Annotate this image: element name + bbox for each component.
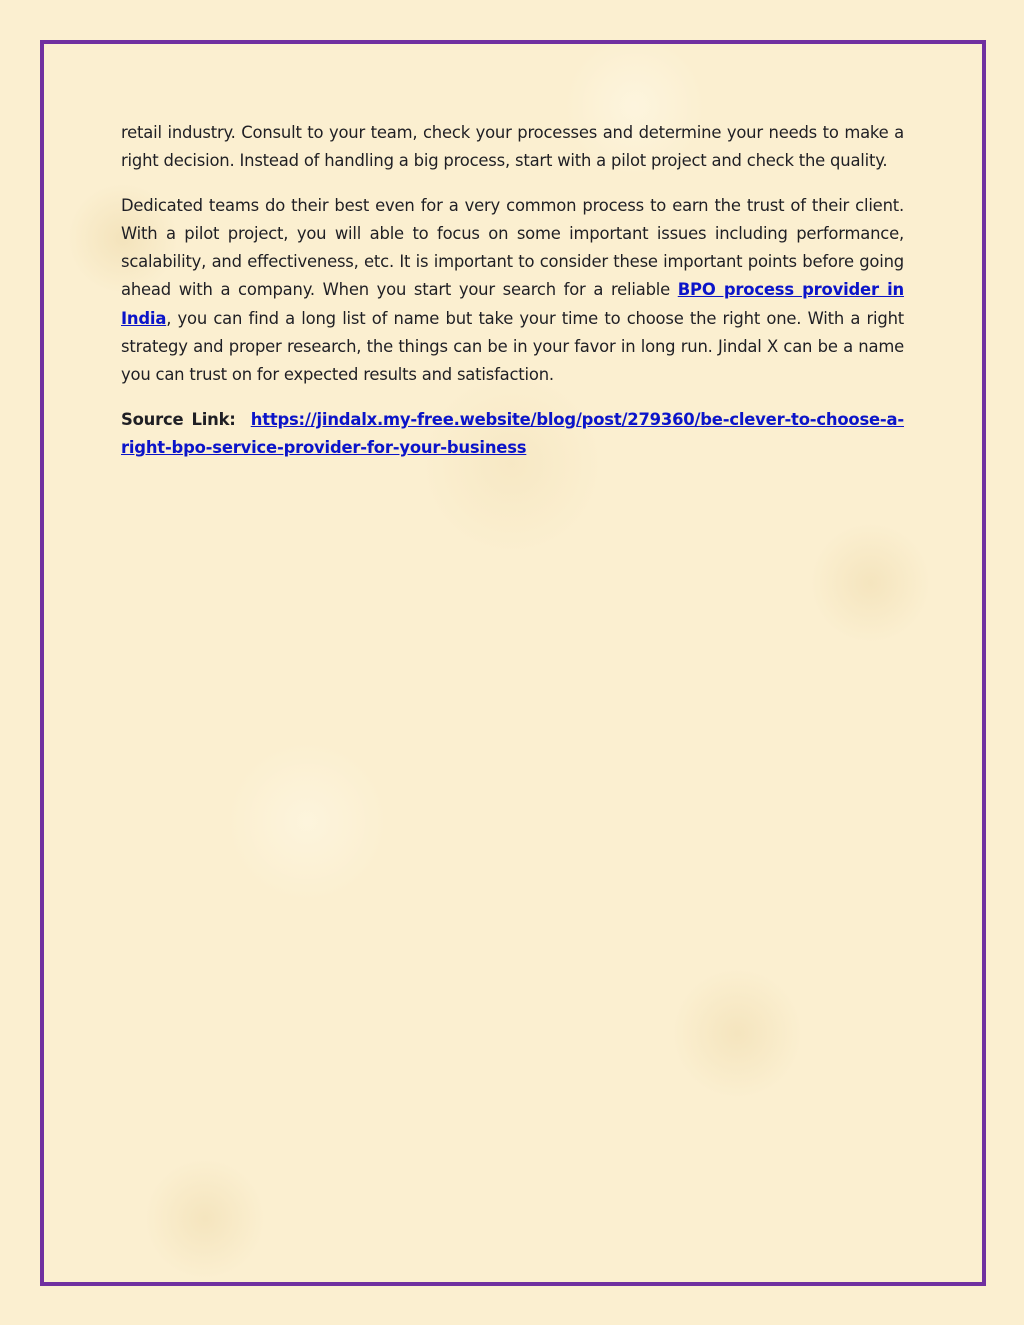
paragraph-2 — [121, 192, 904, 390]
paragraph-2-text-end: , you can find a long list of name but take your time to choose the right one. With a right strategy and proper research, the things can be in your favor in long run. Jindal X can be a name you can trust on for expected results and satisfaction. — [121, 308, 904, 385]
document-body — [121, 119, 904, 478]
source-url-link[interactable]: https://jindalx.my-free.website/blog/post/279360/be-clever-to-choose-a-right-bpo-service-provider-for-your-business — [121, 409, 904, 457]
bpo-provider-link[interactable]: BPO process provider in India — [121, 280, 904, 328]
source-label: Source Link: — [121, 409, 236, 429]
source-line — [121, 406, 904, 463]
paragraph-1 — [121, 119, 904, 176]
paragraph-2-text-start: Dedicated teams do their best even for a very common process to earn the trust of their client. With a pilot project, you will able to focus on some important issues including performance, scalability, and effectiveness, etc. It is important to consider these important points before going ahead with a company. When you start your search for a reliable — [121, 195, 904, 300]
paragraph-1-text: retail industry. Consult to your team, check your processes and determine your needs to make a right decision. Instead of handling a big process, start with a pilot project and check the quality. — [121, 123, 904, 171]
